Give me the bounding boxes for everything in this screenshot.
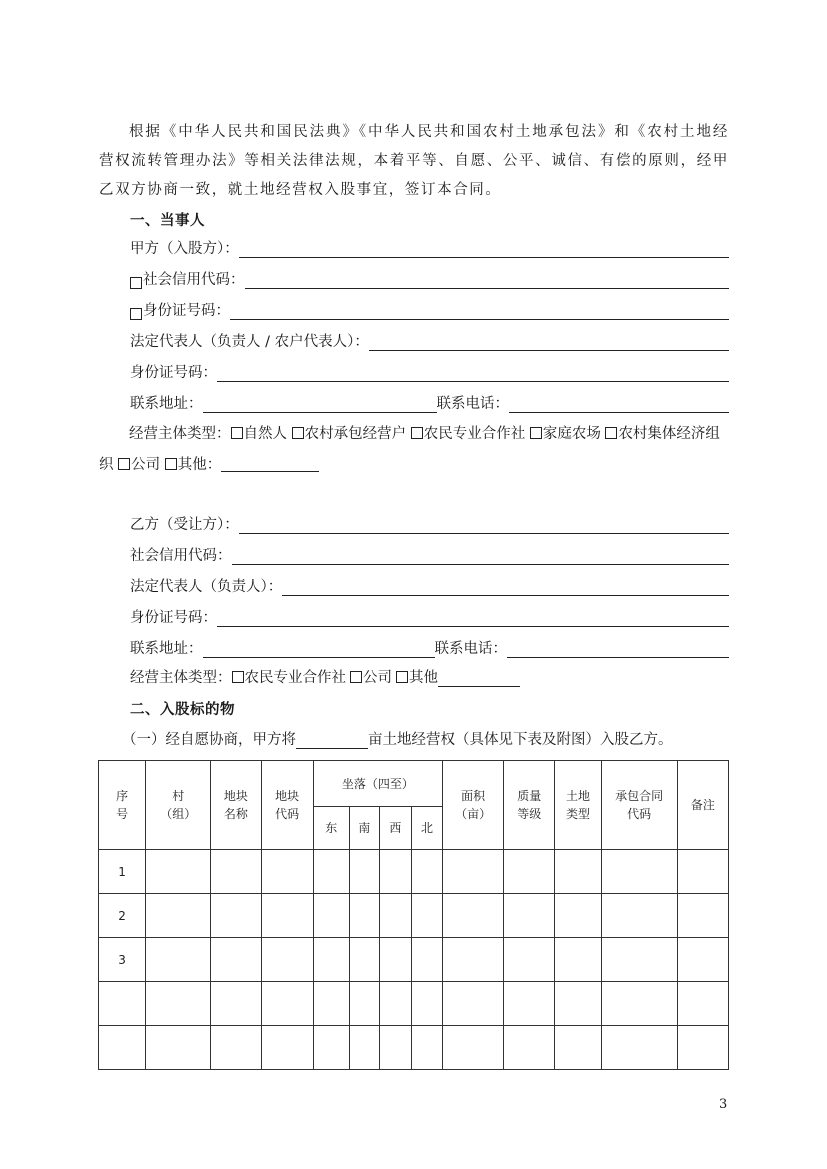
table-cell[interactable]: [261, 894, 313, 938]
party-a-name-row: [130, 238, 729, 258]
table-cell[interactable]: [555, 938, 601, 982]
party-b-rep-row: [130, 576, 729, 596]
table-cell[interactable]: [313, 850, 349, 894]
table-cell[interactable]: [146, 982, 211, 1026]
table-cell[interactable]: [261, 1026, 313, 1070]
section-parties-heading: 一、当事人: [130, 213, 205, 229]
party-b-rep-id-row: [130, 607, 729, 627]
party-a-rep-id-field[interactable]: [217, 364, 729, 382]
party-a-name-label: 甲方（入股方）：: [130, 241, 239, 257]
party-a-type-other-field[interactable]: [221, 456, 319, 472]
party-a-type-option: 其他：: [177, 457, 222, 473]
table-cell[interactable]: [379, 850, 411, 894]
party-b-credit-code-field[interactable]: [232, 547, 730, 565]
table-cell[interactable]: [677, 982, 728, 1026]
table-cell[interactable]: [379, 982, 411, 1026]
table-cell[interactable]: [313, 1026, 349, 1070]
table-cell[interactable]: [555, 850, 601, 894]
table-cell[interactable]: [261, 850, 313, 894]
table-cell[interactable]: [313, 938, 349, 982]
table-cell[interactable]: [601, 850, 677, 894]
header-quality: 质量 等级: [504, 761, 555, 850]
clause-1-prefix: （一）经自愿协商，甲方将: [122, 732, 296, 748]
party-a-address-field[interactable]: [203, 395, 437, 413]
party-b-type-other-field[interactable]: [438, 669, 520, 687]
table-cell[interactable]: [146, 1026, 211, 1070]
table-cell[interactable]: [601, 982, 677, 1026]
header-plot-code: 地块 代码: [261, 761, 313, 850]
party-b-type-option: 其他: [409, 670, 438, 686]
row-seq-cell: 1: [99, 850, 146, 894]
party-a-rep-row: [130, 331, 729, 351]
table-cell[interactable]: [411, 938, 442, 982]
table-cell[interactable]: [601, 1026, 677, 1070]
table-cell[interactable]: [677, 1026, 728, 1070]
party-a-id-label: 身份证号码：: [143, 303, 230, 319]
table-row: [99, 850, 729, 894]
party-a-id-field[interactable]: [230, 302, 729, 320]
table-cell[interactable]: [443, 982, 504, 1026]
party-a-rep-label: 法定代表人（负责人 / 农户代表人）：: [130, 334, 369, 350]
table-cell[interactable]: [443, 850, 504, 894]
table-cell[interactable]: [349, 1026, 379, 1070]
party-b-credit-code-row: [130, 545, 729, 565]
checkbox[interactable]: [165, 458, 177, 470]
party-b-address-field[interactable]: [203, 640, 435, 658]
table-cell[interactable]: [555, 1026, 601, 1070]
table-cell[interactable]: [504, 894, 555, 938]
table-cell[interactable]: [313, 982, 349, 1026]
section-subject-heading: 二、入股标的物: [130, 702, 235, 718]
party-a-credit-code-label: 社会信用代码：: [143, 272, 245, 288]
table-row: [99, 982, 729, 1026]
party-a-rep-field[interactable]: [369, 333, 729, 351]
table-cell[interactable]: [601, 938, 677, 982]
party-a-id-checkbox[interactable]: [130, 308, 142, 320]
header-west: 西: [379, 807, 411, 850]
header-north: 北: [411, 807, 442, 850]
party-b-credit-code-label: 社会信用代码：: [130, 548, 232, 564]
table-cell[interactable]: [313, 894, 349, 938]
party-a-name-field[interactable]: [239, 240, 729, 258]
table-cell[interactable]: [349, 982, 379, 1026]
party-b-type-option: 农民专业合作社: [244, 670, 346, 686]
checkbox[interactable]: [530, 427, 542, 439]
party-a-rep-id-row: [130, 362, 729, 382]
table-row: [99, 894, 729, 938]
party-a-type-option: 农民专业合作社: [423, 426, 526, 442]
table-row: [99, 938, 729, 982]
row-seq-cell: [99, 982, 146, 1026]
table-cell[interactable]: [677, 938, 728, 982]
table-cell[interactable]: [211, 938, 261, 982]
table-cell[interactable]: [379, 1026, 411, 1070]
land-plot-table: [98, 760, 729, 1070]
party-b-rep-label: 法定代表人（负责人）：: [130, 579, 283, 595]
table-cell[interactable]: [146, 894, 211, 938]
table-cell[interactable]: [211, 850, 261, 894]
table-cell[interactable]: [443, 938, 504, 982]
page-number: 3: [719, 1097, 728, 1112]
party-b-rep-id-field[interactable]: [217, 609, 729, 627]
table-cell[interactable]: [411, 1026, 442, 1070]
table-cell[interactable]: [677, 850, 728, 894]
party-a-phone-label: 联系电话：: [436, 396, 509, 412]
table-cell[interactable]: [411, 850, 442, 894]
checkbox[interactable]: [292, 427, 304, 439]
header-area: 面积 （亩）: [443, 761, 504, 850]
party-a-type-option: 家庭农场: [542, 426, 601, 442]
party-b-type-row: [130, 667, 520, 687]
party-a-credit-code-row: [130, 269, 729, 289]
party-b-phone-field[interactable]: [507, 640, 729, 658]
header-location: 坐落（四至）: [313, 761, 442, 807]
checkbox[interactable]: [350, 671, 362, 683]
table-cell[interactable]: [411, 982, 442, 1026]
party-a-id-row: [130, 300, 729, 320]
table-cell[interactable]: [504, 938, 555, 982]
table-cell[interactable]: [555, 982, 601, 1026]
party-b-address-label: 联系地址：: [130, 641, 203, 657]
party-b-rep-field[interactable]: [282, 578, 729, 596]
header-contract-code: 承包合同 代码: [601, 761, 677, 850]
table-cell[interactable]: [261, 982, 313, 1026]
header-plot-name: 地块 名称: [211, 761, 261, 850]
checkbox[interactable]: [396, 671, 408, 683]
table-cell[interactable]: [211, 894, 261, 938]
party-a-type-block: [99, 419, 731, 481]
party-a-type-option: 农村承包经营户: [304, 426, 407, 442]
party-a-credit-code-checkbox[interactable]: [130, 277, 142, 289]
party-a-phone-field[interactable]: [509, 395, 729, 413]
table-row: [99, 1026, 729, 1070]
table-cell[interactable]: [677, 894, 728, 938]
table-cell[interactable]: [555, 894, 601, 938]
party-b-name-row: [130, 514, 729, 534]
row-seq-cell: [99, 1026, 146, 1070]
checkbox[interactable]: [411, 427, 423, 439]
header-remark: 备注: [677, 761, 728, 850]
table-cell[interactable]: [504, 850, 555, 894]
party-b-contact-row: [130, 638, 729, 658]
table-cell[interactable]: [146, 850, 211, 894]
table-cell[interactable]: [379, 894, 411, 938]
table-cell[interactable]: [379, 938, 411, 982]
table-header-row: [99, 761, 729, 807]
party-b-rep-id-label: 身份证号码：: [130, 610, 217, 626]
row-seq-cell: 2: [99, 894, 146, 938]
party-a-credit-code-field[interactable]: [245, 271, 730, 289]
checkbox[interactable]: [232, 671, 244, 683]
table-cell[interactable]: [349, 850, 379, 894]
clause-1-row: [122, 729, 673, 749]
header-seq: 序 号: [99, 761, 146, 850]
row-seq-cell: 3: [99, 938, 146, 982]
party-b-type-option: 公司: [363, 670, 392, 686]
table-cell[interactable]: [146, 938, 211, 982]
party-b-name-field[interactable]: [239, 516, 729, 534]
clause-1-suffix: 亩土地经营权（具体见下表及附图）入股乙方。: [368, 732, 673, 748]
party-b-type-label: 经营主体类型：: [130, 670, 232, 686]
party-b-phone-label: 联系电话：: [434, 641, 507, 657]
table-cell[interactable]: [211, 1026, 261, 1070]
party-a-contact-row: [130, 393, 729, 413]
checkbox[interactable]: [118, 458, 130, 470]
clause-1-area-field[interactable]: [296, 731, 368, 749]
header-south: 南: [349, 807, 379, 850]
table-cell[interactable]: [349, 894, 379, 938]
header-village: 村 （组）: [146, 761, 211, 850]
party-a-type-option: 公司: [131, 457, 161, 473]
table-cell[interactable]: [261, 938, 313, 982]
table-cell[interactable]: [443, 894, 504, 938]
table-cell[interactable]: [349, 938, 379, 982]
table-cell[interactable]: [504, 1026, 555, 1070]
header-east: 东: [313, 807, 349, 850]
party-a-type-option: 自然人: [243, 426, 287, 442]
party-a-rep-id-label: 身份证号码：: [130, 365, 217, 381]
intro-paragraph: 根据《中华人民共和国民法典》《中华人民共和国农村土地承包法》和《农村土地经营权流转管理办法》等相关法律法规，本着平等、自愿、公平、诚信、有偿的原则，经甲乙双方协商一致，就土地经营权入股事宜，签订本合同。: [99, 124, 729, 198]
party-a-address-label: 联系地址：: [130, 396, 203, 412]
table-cell[interactable]: [443, 1026, 504, 1070]
table-cell[interactable]: [504, 982, 555, 1026]
table-cell[interactable]: [411, 894, 442, 938]
party-a-type-label: 经营主体类型：: [129, 426, 231, 442]
table-cell[interactable]: [211, 982, 261, 1026]
party-b-name-label: 乙方（受让方）：: [130, 517, 239, 533]
table-cell[interactable]: [601, 894, 677, 938]
checkbox[interactable]: [605, 427, 617, 439]
checkbox[interactable]: [231, 427, 243, 439]
party-a-type-option: 农村集体经济组织: [99, 426, 720, 473]
header-land-type: 土地 类型: [555, 761, 601, 850]
